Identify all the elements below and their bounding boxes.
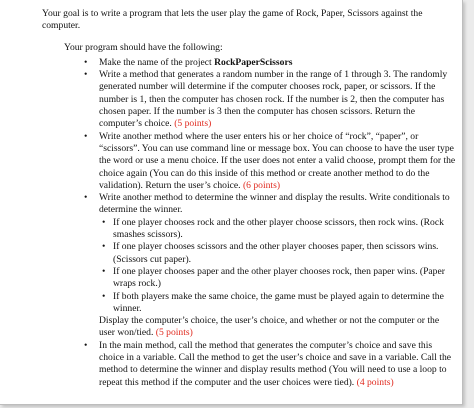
- winner-method-text: Write another method to determine the winner and display the results. Write conditionals to determine the winner.: [99, 192, 450, 216]
- bullet-icon: •: [102, 216, 106, 228]
- points-label: (5 points): [155, 327, 193, 339]
- rules-list: [99, 217, 456, 315]
- points-label: (5 points): [174, 118, 212, 130]
- rule-text: If one player chooses rock and the other player choose scissors, then rock wins. (Rock smashes scissors).: [113, 216, 444, 241]
- points-label: (4 points): [356, 376, 394, 388]
- display-results-text: Display the computer’s choice, the user’s choice, and whether or not the computer or the user won/tied.: [99, 315, 440, 339]
- main-method-text: In the main method, call the method that generates the computer’s choice and save this choice in a variable. Call the method to get the user’s choice and save in a variable. Call the method to determine the winner and display results method (You will need to use a loop to repeat this method if the computer and the user choices were tied).: [99, 339, 451, 388]
- bullet-icon: •: [102, 265, 106, 277]
- bullet-icon: •: [84, 192, 88, 204]
- project-name: RockPaperScissors: [214, 56, 293, 68]
- document-content: [42, 8, 456, 389]
- requirements-lead: Your program should have the following:: [64, 41, 223, 53]
- list-item-user-method: [84, 130, 456, 192]
- rule-text: If both players make the same choice, the game must be played again to determine the winner.: [113, 290, 444, 314]
- rule-item: [102, 241, 456, 266]
- project-text: Make the name of the project: [99, 56, 215, 68]
- rule-item: [102, 290, 456, 316]
- bullet-icon: •: [84, 69, 88, 81]
- list-item-random-method: [84, 69, 456, 130]
- rule-item: [102, 216, 456, 242]
- rule-text: If one player chooses paper and the other player chooses rock, then paper wins. (Paper wraps rock.): [113, 265, 445, 290]
- requirements-list: [42, 57, 456, 389]
- rule-text: If one player chooses scissors and the other player chooses paper, then scissors wins. (Scissors cut paper).: [113, 241, 439, 265]
- list-item-project: [84, 56, 456, 69]
- bullet-icon: •: [84, 56, 88, 68]
- intro-paragraph: Your goal is to write a program that lets the user play the game of Rock, Paper, Scissors against the computer.: [42, 8, 423, 32]
- list-item-winner-method: [84, 192, 456, 340]
- points-label: (6 points): [242, 179, 281, 191]
- bullet-icon: •: [102, 241, 106, 253]
- user-method-text: Write another method where the user enters his or her choice of “rock”, “paper”, or “scissors”. You can use command line or message box. You can choose to have the user type the word or use a menu choice. If the user does not enter a valid choose, prompt them for the choice again (You can do this inside of this method or create another method to do the validation). Return the user’s choice.: [99, 130, 456, 191]
- random-method-text: Write a method that generates a random number in the range of 1 through 3. The randomly generated number will determine if the computer chooses rock, paper, or scissors. If the number is 1, then the computer has chosen rock. If the number is 2, then the computer has chosen paper. If the number is 3 then the computer has chosen scissors. Return the computer’s choice.: [99, 69, 448, 130]
- list-item-main-method: [84, 339, 456, 389]
- bullet-icon: •: [84, 130, 88, 142]
- bullet-icon: •: [84, 339, 88, 351]
- bullet-icon: •: [102, 290, 106, 302]
- rule-item: [102, 265, 456, 291]
